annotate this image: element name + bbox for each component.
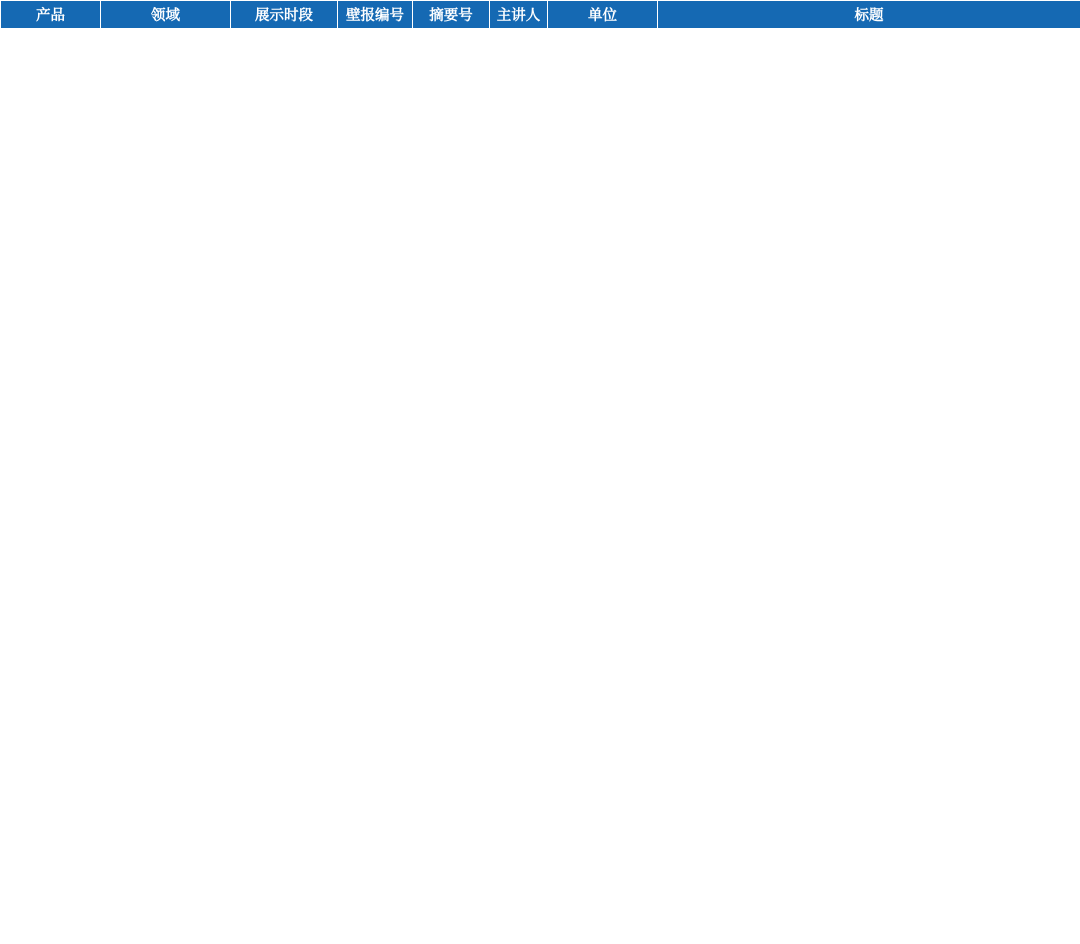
column-header-poster: 壁报编号 bbox=[338, 1, 413, 29]
column-header-org: 单位 bbox=[548, 1, 658, 29]
column-header-presenter: 主讲人 bbox=[490, 1, 548, 29]
header-row bbox=[1, 1, 1080, 29]
column-header-timeslot: 展示时段 bbox=[231, 1, 338, 29]
column-header-field: 领域 bbox=[101, 1, 231, 29]
column-header-product: 产品 bbox=[1, 1, 101, 29]
column-header-abstract: 摘要号 bbox=[413, 1, 490, 29]
column-header-title: 标题 bbox=[658, 1, 1080, 29]
abstracts-table bbox=[0, 0, 1080, 29]
